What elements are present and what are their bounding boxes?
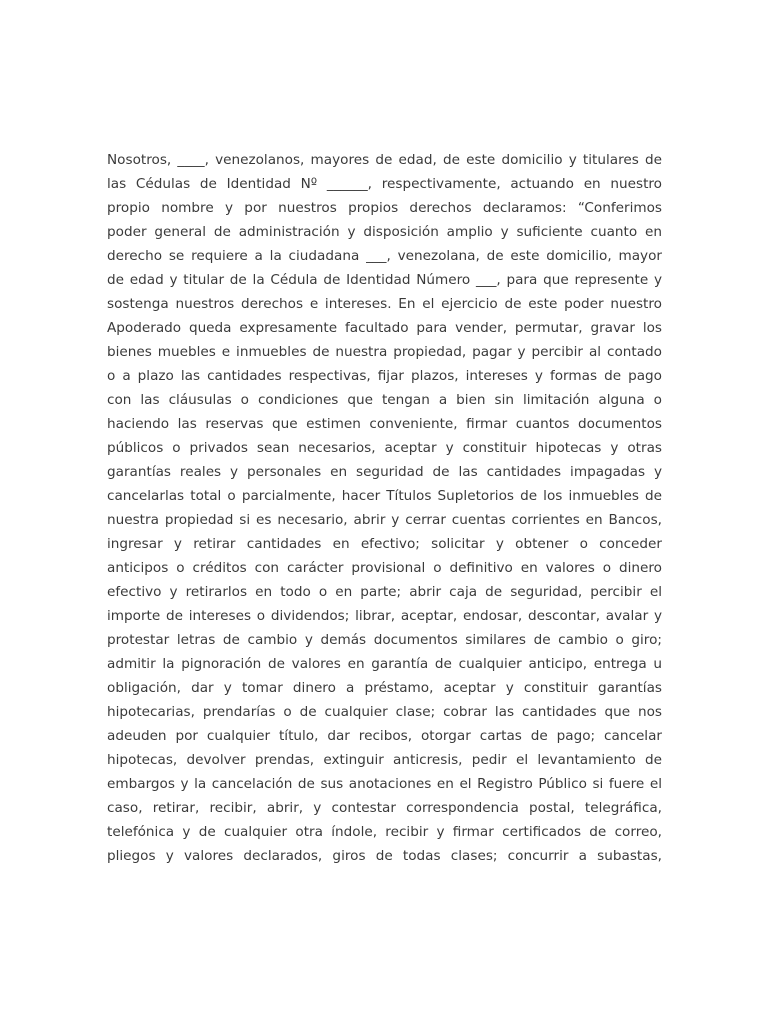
- text-line: hipotecarias, prendarías o de cualquier clase; cobrar las cantidades que nos: [107, 704, 662, 720]
- text-line: sostenga nuestros derechos e intereses. En el ejercicio de este poder nuestro: [107, 296, 662, 312]
- text-line: embargos y la cancelación de sus anotaciones en el Registro Público si fuere el: [107, 776, 662, 792]
- text-line: obligación, dar y tomar dinero a préstamo, aceptar y constituir garantías: [107, 680, 662, 696]
- text-line: públicos o privados sean necesarios, aceptar y constituir hipotecas y otras: [107, 440, 662, 456]
- text-line: de edad y titular de la Cédula de Identidad Número ___, para que represente y: [107, 272, 662, 288]
- text-line: poder general de administración y disposición amplio y suficiente cuanto en: [107, 224, 662, 240]
- document-body: [107, 148, 662, 868]
- text-line: anticipos o créditos con carácter provisional o definitivo en valores o dinero: [107, 560, 662, 576]
- text-line: importe de intereses o dividendos; librar, aceptar, endosar, descontar, avalar y: [107, 608, 662, 624]
- text-line: nuestra propiedad si es necesario, abrir y cerrar cuentas corrientes en Bancos,: [107, 512, 662, 528]
- text-line: telefónica y de cualquier otra índole, recibir y firmar certificados de correo,: [107, 824, 662, 840]
- text-line: bienes muebles e inmuebles de nuestra propiedad, pagar y percibir al contado: [107, 344, 662, 360]
- text-line: protestar letras de cambio y demás documentos similares de cambio o giro;: [107, 632, 662, 648]
- text-line: caso, retirar, recibir, abrir, y contestar correspondencia postal, telegráfica,: [107, 800, 662, 816]
- text-line: haciendo las reservas que estimen conveniente, firmar cuantos documentos: [107, 416, 662, 432]
- text-line: adeuden por cualquier título, dar recibos, otorgar cartas de pago; cancelar: [107, 728, 662, 744]
- text-line: Apoderado queda expresamente facultado para vender, permutar, gravar los: [107, 320, 662, 336]
- text-line: hipotecas, devolver prendas, extinguir anticresis, pedir el levantamiento de: [107, 752, 662, 768]
- text-line: las Cédulas de Identidad Nº ______, respectivamente, actuando en nuestro: [107, 176, 662, 192]
- text-line: cancelarlas total o parcialmente, hacer Títulos Supletorios de los inmuebles de: [107, 488, 662, 504]
- text-line: propio nombre y por nuestros propios derechos declaramos: “Conferimos: [107, 200, 662, 216]
- text-line: pliegos y valores declarados, giros de todas clases; concurrir a subastas,: [107, 848, 662, 864]
- text-line: garantías reales y personales en seguridad de las cantidades impagadas y: [107, 464, 662, 480]
- text-line: derecho se requiere a la ciudadana ___, venezolana, de este domicilio, mayor: [107, 248, 662, 264]
- text-line: con las cláusulas o condiciones que tengan a bien sin limitación alguna o: [107, 392, 662, 408]
- text-line: ingresar y retirar cantidades en efectivo; solicitar y obtener o conceder: [107, 536, 662, 552]
- text-line: Nosotros, ____, venezolanos, mayores de edad, de este domicilio y titulares de: [107, 152, 662, 168]
- text-line: o a plazo las cantidades respectivas, fijar plazos, intereses y formas de pago: [107, 368, 662, 384]
- text-line: admitir la pignoración de valores en garantía de cualquier anticipo, entrega u: [107, 656, 662, 672]
- text-line: efectivo y retirarlos en todo o en parte; abrir caja de seguridad, percibir el: [107, 584, 662, 600]
